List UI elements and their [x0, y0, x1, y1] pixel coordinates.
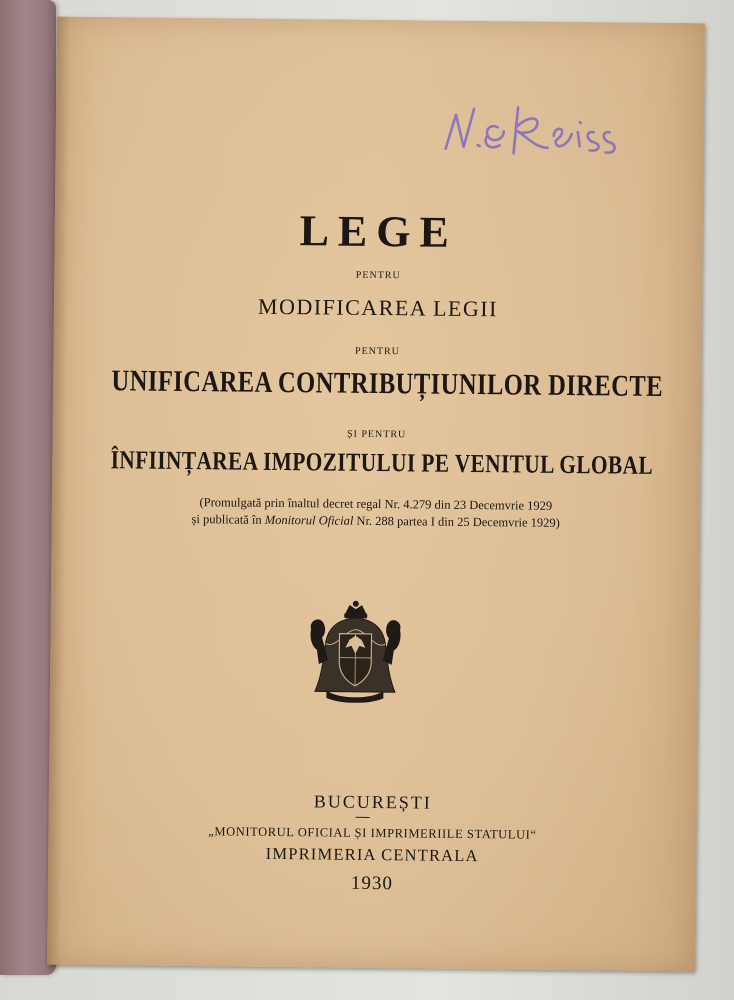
connector-text: PENTRU — [354, 345, 401, 358]
romanian-coat-of-arms-icon — [305, 599, 406, 704]
connector-text: PENTRU — [355, 269, 401, 282]
subtitle-modification: MODIFICAREA LEGII — [257, 293, 499, 322]
publication-city: BUCUREȘTI — [313, 791, 432, 813]
printer-line: IMPRIMERIA CENTRALA — [265, 843, 479, 866]
promulgation-text: Nr. 288 partea I din 25 Decemvrie 1929) — [353, 513, 560, 530]
title-page — [47, 17, 705, 972]
subtitle-unification: UNIFICAREA CONTRIBUȚIUNILOR DIRECTE — [111, 364, 664, 403]
publisher-line: „MONITORUL OFICIAL ȘI IMPRIMERIILE STATULUI“ — [208, 824, 537, 842]
promulgation-text: și publicată în — [191, 512, 265, 527]
gazette-name: Monitorul Oficial — [264, 512, 354, 528]
subtitle-global-tax: ÎNFIINȚAREA IMPOZITULUI PE VENITUL GLOBAL — [110, 445, 654, 480]
document-title: LEGE — [299, 206, 459, 257]
handwritten-signature — [433, 87, 664, 179]
publication-year: 1930 — [350, 872, 394, 895]
connector-text: ȘI PENTRU — [346, 428, 407, 441]
promulgation-line: (Promulgată prin înaltul decret regal Nr. 4.279 din 23 Decemvrie 1929 — [199, 495, 553, 513]
divider — [356, 817, 370, 818]
promulgation-note — [52, 493, 700, 534]
